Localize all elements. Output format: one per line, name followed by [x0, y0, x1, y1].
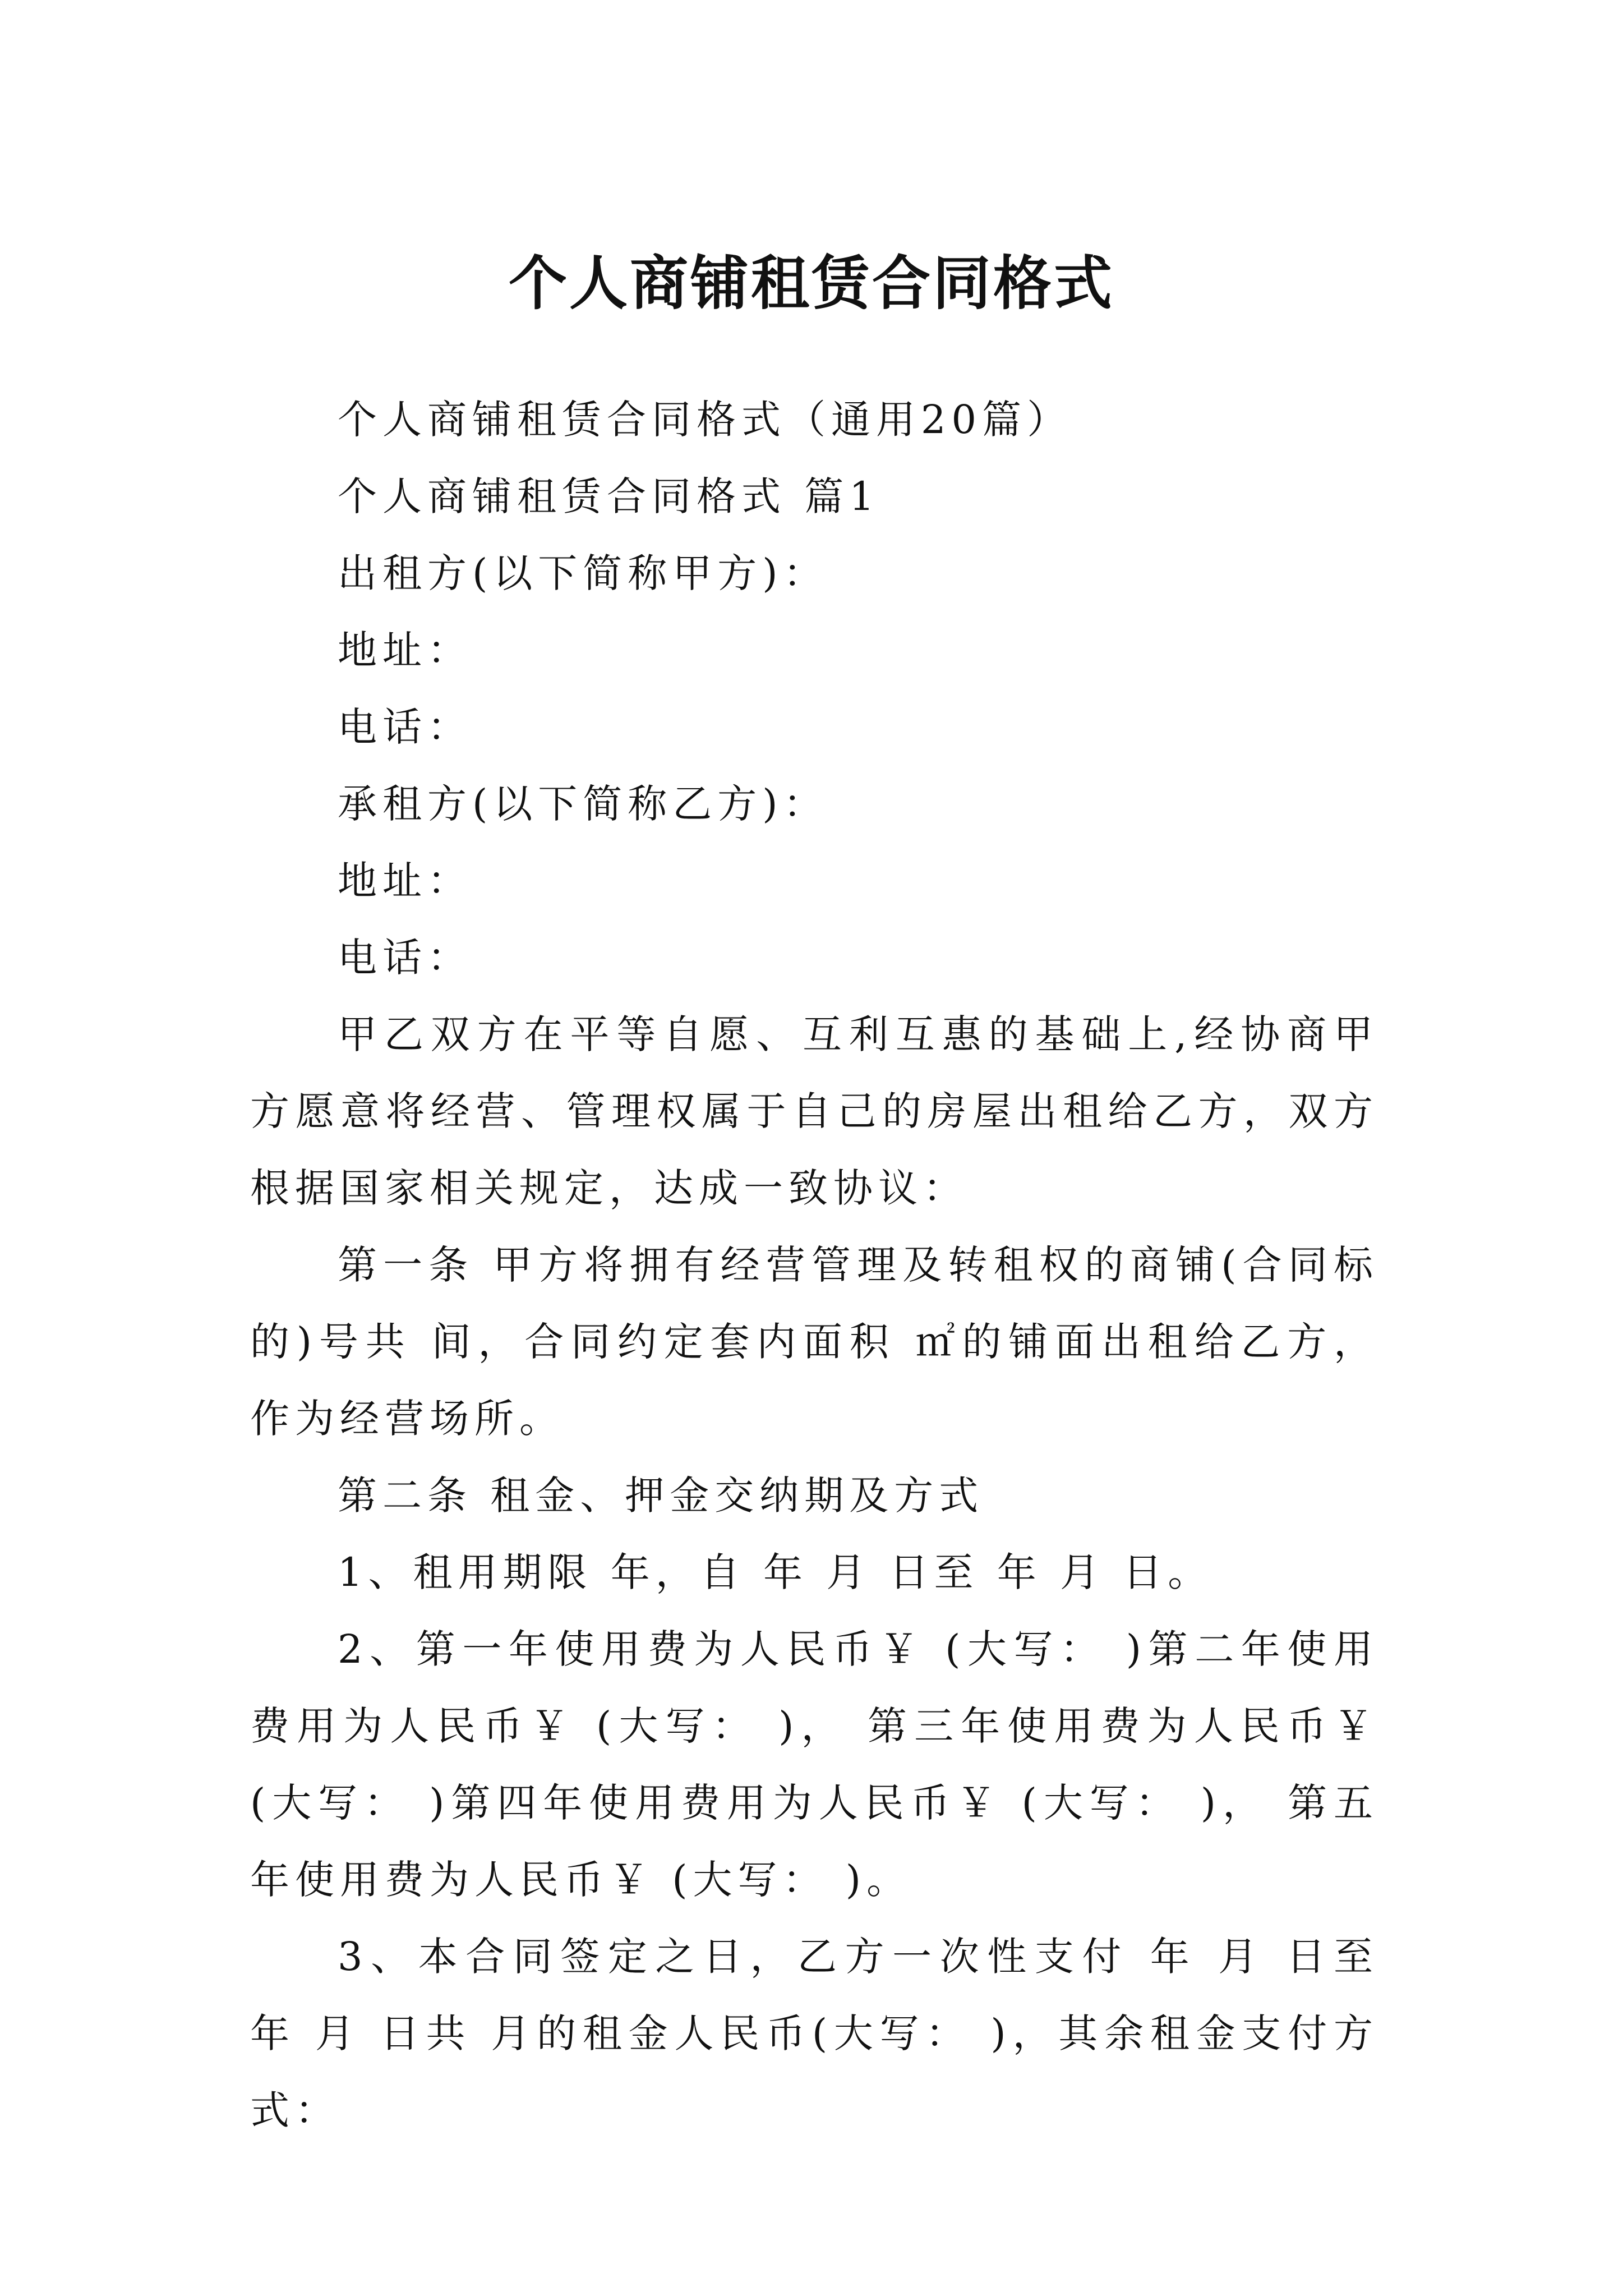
lessor-address-label: 地址： [338, 627, 472, 673]
document-body [250, 381, 1378, 2149]
clause-2-paragraph: 2、第一年使用费为人民币￥ (大写： )第二年使用费用为人民币￥ (大写： )， 第三年使用费为人民币￥ (大写： )第四年使用费用为人民币￥ (大写： )， 第五年使用费为人民币￥ (大写： )。 [250, 1626, 1378, 1903]
article-1-paragraph: 第一条 甲方将拥有经营管理及转租权的商铺(合同标的)号共 间，合同约定套内面积 ㎡的铺面出租给乙方，作为经营场所。 [250, 1242, 1378, 1442]
article-2-heading: 第二条 租金、押金交纳期及方式 [338, 1473, 984, 1519]
lessee-label: 承租方(以下简称乙方)： [338, 781, 828, 827]
preamble-paragraph: 甲乙双方在平等自愿、互利互惠的基础上,经协商甲方愿意将经营、管理权属于自己的房屋出租给乙方，双方根据国家相关规定，达成一致协议： [250, 1011, 1378, 1211]
lessee-address-label: 地址： [338, 858, 472, 904]
clause-1-paragraph: 1、租用期限 年，自 年 月 日至 年 月 日。 [338, 1549, 1213, 1595]
lessor-phone-label: 电话： [338, 704, 472, 750]
document-title: 个人商铺租赁合同格式 [508, 248, 1114, 318]
section-heading: 个人商铺租赁合同格式 篇1 [338, 473, 880, 519]
lessee-phone-label: 电话： [338, 935, 472, 981]
lessor-label: 出租方(以下简称甲方)： [338, 550, 828, 596]
subtitle-line: 个人商铺租赁合同格式（通用20篇） [338, 397, 1072, 443]
clause-3-paragraph: 3、本合同签定之日，乙方一次性支付 年 月 日至 年 月 日共 月的租金人民币(大写： )，其余租金支付方式： [250, 1934, 1378, 2133]
